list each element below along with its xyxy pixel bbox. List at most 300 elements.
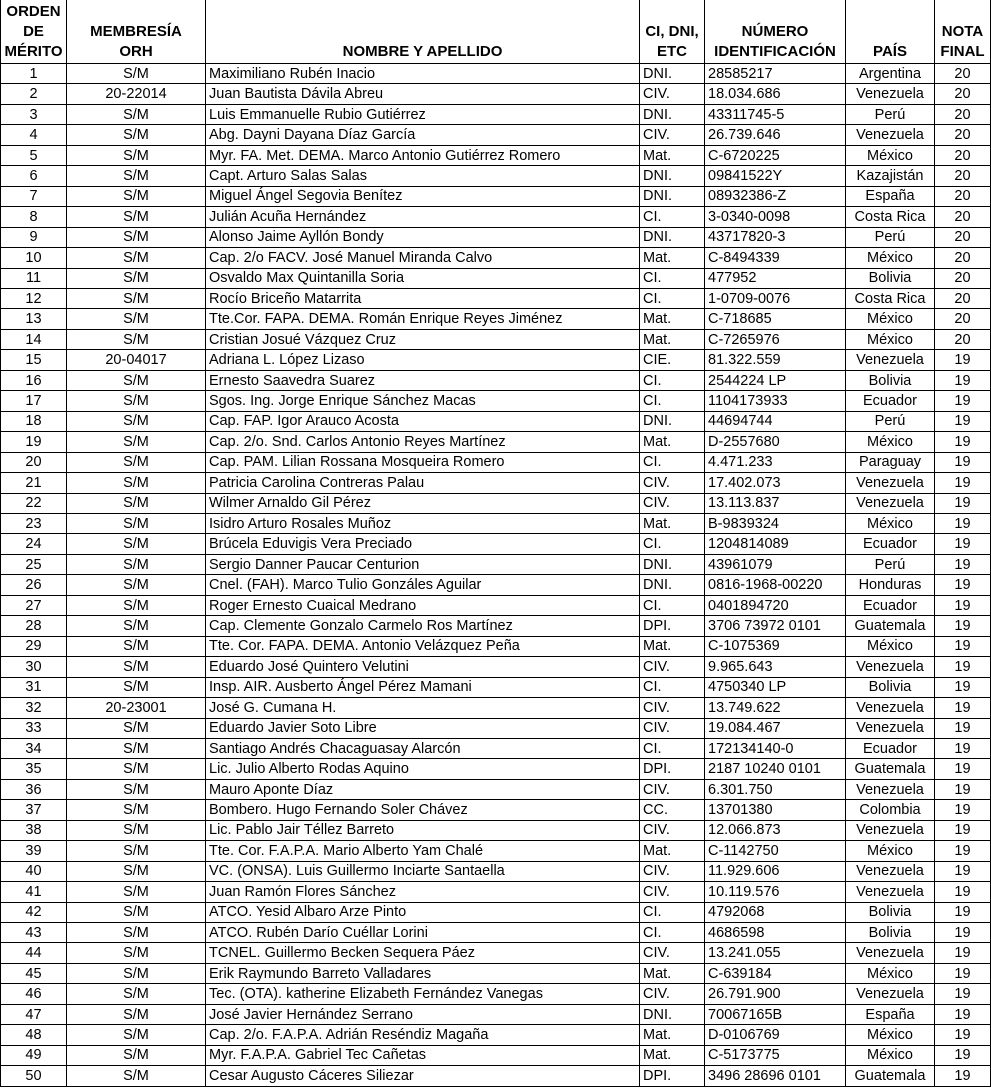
cell-nombre: Sergio Danner Paucar Centurion [206, 554, 640, 574]
cell-orden: 40 [1, 861, 67, 881]
cell-orden: 30 [1, 657, 67, 677]
table-row [1, 207, 991, 227]
cell-nota: 19 [935, 350, 991, 370]
cell-pais: Costa Rica [846, 207, 935, 227]
cell-pais: Bolivia [846, 923, 935, 943]
cell-numero: 26.739.646 [705, 125, 846, 145]
cell-ci-type: CI. [640, 207, 705, 227]
cell-pais: Venezuela [846, 473, 935, 493]
cell-orden: 27 [1, 595, 67, 615]
cell-membresia: S/M [67, 759, 206, 779]
cell-membresia: S/M [67, 963, 206, 983]
cell-nota: 20 [935, 104, 991, 124]
cell-ci-type: CI. [640, 288, 705, 308]
cell-orden: 2 [1, 84, 67, 104]
cell-numero: 6.301.750 [705, 779, 846, 799]
cell-pais: Guatemala [846, 616, 935, 636]
cell-numero: 2544224 LP [705, 370, 846, 390]
cell-membresia: S/M [67, 186, 206, 206]
table-row [1, 329, 991, 349]
cell-nota: 19 [935, 534, 991, 554]
cell-membresia: 20-04017 [67, 350, 206, 370]
cell-pais: México [846, 329, 935, 349]
cell-pais: Venezuela [846, 698, 935, 718]
cell-ci-type: CIV. [640, 493, 705, 513]
cell-ci-type: CIV. [640, 698, 705, 718]
table-row [1, 473, 991, 493]
cell-membresia: S/M [67, 288, 206, 308]
cell-ci-type: Mat. [640, 309, 705, 329]
cell-orden: 18 [1, 411, 67, 431]
cell-nota: 20 [935, 309, 991, 329]
cell-orden: 48 [1, 1025, 67, 1045]
cell-nombre: Erik Raymundo Barreto Valladares [206, 963, 640, 983]
cell-nota: 20 [935, 186, 991, 206]
cell-orden: 19 [1, 432, 67, 452]
table-row [1, 125, 991, 145]
cell-pais: Venezuela [846, 84, 935, 104]
table-row [1, 963, 991, 983]
cell-pais: Honduras [846, 575, 935, 595]
cell-nombre: Patricia Carolina Contreras Palau [206, 473, 640, 493]
cell-numero: 0816-1968-00220 [705, 575, 846, 595]
cell-membresia: S/M [67, 493, 206, 513]
cell-ci-type: CI. [640, 391, 705, 411]
cell-orden: 41 [1, 882, 67, 902]
table-row [1, 861, 991, 881]
cell-pais: Bolivia [846, 677, 935, 697]
cell-pais: España [846, 1004, 935, 1024]
cell-orden: 24 [1, 534, 67, 554]
cell-pais: Bolivia [846, 370, 935, 390]
table-row [1, 350, 991, 370]
cell-numero: 70067165B [705, 1004, 846, 1024]
table-row [1, 432, 991, 452]
cell-nota: 19 [935, 902, 991, 922]
table-row [1, 84, 991, 104]
cell-nombre: Maximiliano Rubén Inacio [206, 64, 640, 84]
cell-numero: C-8494339 [705, 248, 846, 268]
cell-ci-type: CIV. [640, 820, 705, 840]
cell-nombre: Myr. F.A.P.A. Gabriel Tec Cañetas [206, 1045, 640, 1065]
cell-membresia: S/M [67, 882, 206, 902]
cell-orden: 3 [1, 104, 67, 124]
cell-ci-type: CIV. [640, 779, 705, 799]
cell-numero: 0401894720 [705, 595, 846, 615]
cell-numero: 4750340 LP [705, 677, 846, 697]
cell-membresia: S/M [67, 657, 206, 677]
cell-membresia: S/M [67, 513, 206, 533]
cell-membresia: S/M [67, 800, 206, 820]
cell-pais: Bolivia [846, 268, 935, 288]
cell-nombre: Santiago Andrés Chacaguasay Alarcón [206, 738, 640, 758]
cell-nombre: Capt. Arturo Salas Salas [206, 166, 640, 186]
table-row [1, 800, 991, 820]
cell-nota: 19 [935, 820, 991, 840]
cell-nombre: Tte. Cor. FAPA. DEMA. Antonio Velázquez Peña [206, 636, 640, 656]
header-line: IDENTIFICACIÓN [714, 43, 836, 60]
table-row [1, 145, 991, 165]
cell-nota: 19 [935, 657, 991, 677]
table-row [1, 575, 991, 595]
cell-pais: Venezuela [846, 125, 935, 145]
cell-membresia: S/M [67, 268, 206, 288]
cell-nombre: Cap. PAM. Lilian Rossana Mosqueira Romero [206, 452, 640, 472]
cell-nota: 19 [935, 554, 991, 574]
table-row [1, 1066, 991, 1086]
cell-pais: México [846, 248, 935, 268]
cell-orden: 5 [1, 145, 67, 165]
cell-orden: 7 [1, 186, 67, 206]
cell-orden: 14 [1, 329, 67, 349]
table-row [1, 452, 991, 472]
table-row [1, 1025, 991, 1045]
cell-nota: 19 [935, 800, 991, 820]
cell-nota: 19 [935, 432, 991, 452]
cell-nombre: Sgos. Ing. Jorge Enrique Sánchez Macas [206, 391, 640, 411]
cell-nota: 19 [935, 391, 991, 411]
table-row [1, 984, 991, 1004]
table-row [1, 391, 991, 411]
header-line: MÉRITO [4, 43, 63, 60]
cell-nombre: Luis Emmanuelle Rubio Gutiérrez [206, 104, 640, 124]
cell-pais: Venezuela [846, 493, 935, 513]
cell-nota: 20 [935, 227, 991, 247]
cell-numero: 18.034.686 [705, 84, 846, 104]
cell-nota: 19 [935, 963, 991, 983]
cell-numero: 4.471.233 [705, 452, 846, 472]
cell-numero: C-1142750 [705, 841, 846, 861]
table-row [1, 513, 991, 533]
cell-pais: Venezuela [846, 882, 935, 902]
cell-nota: 19 [935, 718, 991, 738]
cell-ci-type: CIV. [640, 718, 705, 738]
cell-pais: Perú [846, 227, 935, 247]
cell-nombre: Osvaldo Max Quintanilla Soria [206, 268, 640, 288]
table-row [1, 882, 991, 902]
cell-orden: 34 [1, 738, 67, 758]
cell-nota: 20 [935, 64, 991, 84]
cell-membresia: S/M [67, 207, 206, 227]
cell-nombre: Bombero. Hugo Fernando Soler Chávez [206, 800, 640, 820]
cell-nota: 20 [935, 145, 991, 165]
cell-nota: 19 [935, 452, 991, 472]
cell-ci-type: DNI. [640, 166, 705, 186]
cell-ci-type: CIV. [640, 84, 705, 104]
table-row [1, 104, 991, 124]
table-row [1, 657, 991, 677]
cell-numero: 44694744 [705, 411, 846, 431]
cell-nota: 19 [935, 943, 991, 963]
cell-nota: 19 [935, 759, 991, 779]
cell-ci-type: CIV. [640, 473, 705, 493]
cell-membresia: S/M [67, 309, 206, 329]
table-row [1, 554, 991, 574]
cell-numero: 43961079 [705, 554, 846, 574]
cell-membresia: S/M [67, 718, 206, 738]
cell-orden: 8 [1, 207, 67, 227]
cell-ci-type: Mat. [640, 841, 705, 861]
cell-nombre: Cap. 2/o. Snd. Carlos Antonio Reyes Martínez [206, 432, 640, 452]
cell-membresia: S/M [67, 125, 206, 145]
table-row [1, 186, 991, 206]
cell-ci-type: CIV. [640, 861, 705, 881]
cell-numero: 2187 10240 0101 [705, 759, 846, 779]
cell-orden: 31 [1, 677, 67, 697]
cell-ci-type: CI. [640, 534, 705, 554]
cell-pais: Ecuador [846, 534, 935, 554]
table-row [1, 288, 991, 308]
table-row [1, 309, 991, 329]
cell-nota: 19 [935, 677, 991, 697]
cell-ci-type: CI. [640, 370, 705, 390]
cell-ci-type: Mat. [640, 513, 705, 533]
cell-orden: 29 [1, 636, 67, 656]
cell-numero: 43311745-5 [705, 104, 846, 124]
cell-numero: 477952 [705, 268, 846, 288]
cell-pais: Guatemala [846, 1066, 935, 1086]
cell-ci-type: CI. [640, 268, 705, 288]
cell-nombre: José G. Cumana H. [206, 698, 640, 718]
cell-numero: 11.929.606 [705, 861, 846, 881]
cell-nombre: Cesar Augusto Cáceres Siliezar [206, 1066, 640, 1086]
cell-pais: México [846, 963, 935, 983]
cell-ci-type: CIV. [640, 984, 705, 1004]
cell-membresia: S/M [67, 861, 206, 881]
cell-ci-type: Mat. [640, 1025, 705, 1045]
cell-numero: 13701380 [705, 800, 846, 820]
cell-orden: 12 [1, 288, 67, 308]
cell-numero: D-0106769 [705, 1025, 846, 1045]
cell-orden: 50 [1, 1066, 67, 1086]
cell-orden: 20 [1, 452, 67, 472]
table-row [1, 616, 991, 636]
cell-orden: 32 [1, 698, 67, 718]
cell-numero: C-6720225 [705, 145, 846, 165]
cell-numero: 172134140-0 [705, 738, 846, 758]
cell-orden: 26 [1, 575, 67, 595]
cell-numero: D-2557680 [705, 432, 846, 452]
header-line: MEMBRESÍA [90, 23, 182, 40]
cell-orden: 23 [1, 513, 67, 533]
cell-numero: B-9839324 [705, 513, 846, 533]
cell-ci-type: CIV. [640, 943, 705, 963]
cell-nota: 19 [935, 841, 991, 861]
cell-ci-type: Mat. [640, 636, 705, 656]
cell-membresia: S/M [67, 227, 206, 247]
cell-nota: 19 [935, 698, 991, 718]
table-row [1, 595, 991, 615]
cell-ci-type: DNI. [640, 554, 705, 574]
cell-ci-type: CIE. [640, 350, 705, 370]
cell-ci-type: Mat. [640, 1045, 705, 1065]
table-row [1, 779, 991, 799]
cell-nota: 20 [935, 329, 991, 349]
cell-pais: México [846, 309, 935, 329]
cell-nombre: Roger Ernesto Cuaical Medrano [206, 595, 640, 615]
cell-orden: 39 [1, 841, 67, 861]
cell-membresia: S/M [67, 391, 206, 411]
cell-ci-type: DNI. [640, 411, 705, 431]
cell-membresia: S/M [67, 248, 206, 268]
cell-nombre: Tec. (OTA). katherine Elizabeth Fernández Vanegas [206, 984, 640, 1004]
header-nota [935, 0, 991, 64]
cell-pais: España [846, 186, 935, 206]
cell-numero: 81.322.559 [705, 350, 846, 370]
cell-nota: 19 [935, 513, 991, 533]
cell-pais: Costa Rica [846, 288, 935, 308]
cell-pais: México [846, 432, 935, 452]
cell-ci-type: Mat. [640, 145, 705, 165]
cell-nota: 19 [935, 779, 991, 799]
cell-membresia: S/M [67, 145, 206, 165]
cell-ci-type: CIV. [640, 657, 705, 677]
cell-nota: 20 [935, 288, 991, 308]
cell-nota: 19 [935, 1066, 991, 1086]
cell-nota: 19 [935, 984, 991, 1004]
cell-nombre: Alonso Jaime Ayllón Bondy [206, 227, 640, 247]
cell-membresia: S/M [67, 820, 206, 840]
table-row [1, 923, 991, 943]
cell-numero: 4792068 [705, 902, 846, 922]
table-row [1, 820, 991, 840]
cell-pais: Bolivia [846, 902, 935, 922]
cell-membresia: S/M [67, 452, 206, 472]
cell-ci-type: Mat. [640, 432, 705, 452]
header-numero [705, 0, 846, 64]
cell-orden: 38 [1, 820, 67, 840]
cell-membresia: S/M [67, 923, 206, 943]
cell-ci-type: Mat. [640, 963, 705, 983]
table-row [1, 411, 991, 431]
cell-membresia: S/M [67, 411, 206, 431]
cell-membresia: S/M [67, 554, 206, 574]
cell-pais: Ecuador [846, 738, 935, 758]
cell-nota: 19 [935, 575, 991, 595]
cell-nombre: Cnel. (FAH). Marco Tulio Gonzáles Aguilar [206, 575, 640, 595]
cell-pais: Ecuador [846, 595, 935, 615]
cell-pais: Perú [846, 554, 935, 574]
cell-nota: 19 [935, 616, 991, 636]
cell-orden: 15 [1, 350, 67, 370]
table-row [1, 841, 991, 861]
cell-nombre: Ernesto Saavedra Suarez [206, 370, 640, 390]
cell-pais: México [846, 1045, 935, 1065]
cell-membresia: S/M [67, 473, 206, 493]
cell-nota: 19 [935, 493, 991, 513]
cell-pais: Venezuela [846, 943, 935, 963]
table-row [1, 738, 991, 758]
table-row [1, 636, 991, 656]
cell-membresia: 20-22014 [67, 84, 206, 104]
cell-orden: 21 [1, 473, 67, 493]
cell-ci-type: CI. [640, 923, 705, 943]
cell-nota: 19 [935, 411, 991, 431]
cell-ci-type: DPI. [640, 759, 705, 779]
cell-nombre: Cap. 2/o. F.A.P.A. Adrián Reséndiz Magaña [206, 1025, 640, 1045]
cell-ci-type: DNI. [640, 186, 705, 206]
cell-ci-type: DNI. [640, 64, 705, 84]
cell-numero: C-7265976 [705, 329, 846, 349]
cell-membresia: S/M [67, 534, 206, 554]
header-line: ETC [657, 43, 687, 60]
cell-orden: 13 [1, 309, 67, 329]
cell-membresia: S/M [67, 370, 206, 390]
cell-membresia: S/M [67, 1045, 206, 1065]
cell-nombre: Julián Acuña Hernández [206, 207, 640, 227]
cell-nombre: Miguel Ángel Segovia Benítez [206, 186, 640, 206]
table-row [1, 698, 991, 718]
cell-pais: Kazajistán [846, 166, 935, 186]
header-line: NÚMERO [741, 23, 809, 40]
table-row [1, 902, 991, 922]
cell-nombre: Rocío Briceño Matarrita [206, 288, 640, 308]
cell-orden: 33 [1, 718, 67, 738]
cell-numero: 3496 28696 0101 [705, 1066, 846, 1086]
table-row [1, 677, 991, 697]
cell-nota: 20 [935, 207, 991, 227]
cell-nombre: Lic. Pablo Jair Téllez Barreto [206, 820, 640, 840]
cell-orden: 28 [1, 616, 67, 636]
cell-pais: Venezuela [846, 984, 935, 1004]
header-membresia [67, 0, 206, 64]
cell-orden: 37 [1, 800, 67, 820]
cell-membresia: S/M [67, 943, 206, 963]
cell-ci-type: DNI. [640, 575, 705, 595]
cell-nombre: Adriana L. López Lizaso [206, 350, 640, 370]
cell-nombre: Abg. Dayni Dayana Díaz García [206, 125, 640, 145]
cell-nombre: Brúcela Eduvigis Vera Preciado [206, 534, 640, 554]
cell-pais: Venezuela [846, 861, 935, 881]
cell-ci-type: CIV. [640, 125, 705, 145]
cell-membresia: S/M [67, 984, 206, 1004]
cell-ci-type: DNI. [640, 1004, 705, 1024]
cell-nota: 19 [935, 636, 991, 656]
cell-nombre: Eduardo José Quintero Velutini [206, 657, 640, 677]
table-row [1, 166, 991, 186]
cell-numero: 08932386-Z [705, 186, 846, 206]
table-row [1, 493, 991, 513]
cell-membresia: S/M [67, 432, 206, 452]
cell-pais: Argentina [846, 64, 935, 84]
cell-pais: México [846, 513, 935, 533]
cell-nota: 19 [935, 923, 991, 943]
table-row [1, 534, 991, 554]
cell-nombre: Cap. Clemente Gonzalo Carmelo Ros Martínez [206, 616, 640, 636]
cell-orden: 42 [1, 902, 67, 922]
header-orden [1, 0, 67, 64]
table-row [1, 1045, 991, 1065]
header-line: ORH [119, 43, 153, 60]
cell-orden: 22 [1, 493, 67, 513]
cell-orden: 45 [1, 963, 67, 983]
cell-membresia: S/M [67, 595, 206, 615]
cell-numero: 10.119.576 [705, 882, 846, 902]
cell-ci-type: CI. [640, 595, 705, 615]
cell-nombre: Cristian Josué Vázquez Cruz [206, 329, 640, 349]
cell-orden: 49 [1, 1045, 67, 1065]
cell-pais: Ecuador [846, 391, 935, 411]
cell-nota: 19 [935, 861, 991, 881]
cell-nombre: ATCO. Yesid Albaro Arze Pinto [206, 902, 640, 922]
cell-ci-type: CIV. [640, 882, 705, 902]
cell-ci-type: CI. [640, 738, 705, 758]
table-row [1, 718, 991, 738]
cell-membresia: S/M [67, 1004, 206, 1024]
cell-numero: C-1075369 [705, 636, 846, 656]
cell-ci-type: DPI. [640, 1066, 705, 1086]
cell-numero: 13.113.837 [705, 493, 846, 513]
